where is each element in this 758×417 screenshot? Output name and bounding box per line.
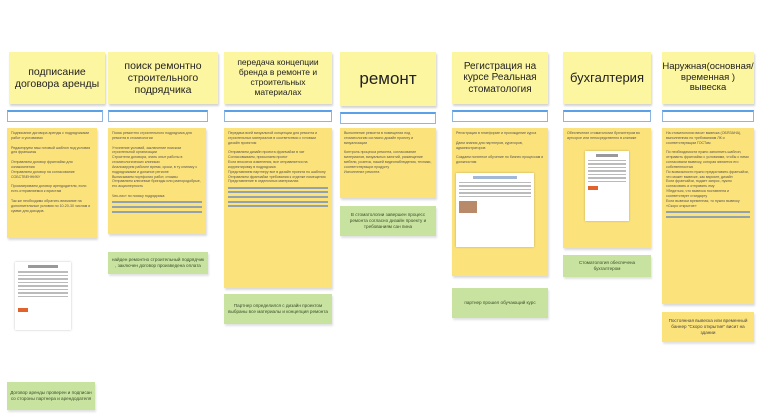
task-sticky[interactable] [224,128,332,288]
doc-line [588,177,626,179]
column-signage [660,0,758,417]
doc-line [18,271,68,273]
result-sticky[interactable] [7,382,95,410]
column-brand-concept [222,0,328,417]
doc-line [588,174,626,176]
column-title: Наружная(основная/временная ) вывеска [662,60,754,94]
column-title: подписание договора аренды [14,65,100,90]
task-text: Обеспечение стоматологии бухгалтером во аутсорсе или непосредственно в клинике [567,131,640,140]
task-text: Передача всей визуальной концепции для ремонта и строительных материалов в соответствии с готовым дизайн проектом Отправляем дизайн проекта франчайзи в чат Согласовываем, присылаем проект Если вносятся изменения, все отправляется на корректировку в подрядчика Представляем партнеру все в дизайн проекта по шаблону Отправляем франчайзи требования к отделке помещения Представление в отделочных материалах [228,131,326,184]
doc-line [18,296,68,298]
doc-line [18,275,68,277]
link-line[interactable] [666,216,750,218]
link-line[interactable] [666,211,750,213]
column-course [452,0,550,417]
column-card[interactable] [340,112,436,124]
result-text: Партнер определился с дизайн проектом выбраны все материалы и концепция ремонта [228,303,328,314]
task-text: Регистрация в платформе и прохождение курса Даем знания для партнеров, кураторов, администраторов Создаем понятное обучение по бизнес процессам и должностям [456,131,544,165]
task-sticky[interactable] [662,128,754,304]
column-title-sticky[interactable] [563,52,651,104]
doc-line [588,163,626,165]
link-line[interactable] [228,196,328,198]
result-text: Постоянная вывеска или временный баннер "Скоро открытие" висит на здании [668,318,748,335]
column-title: поиск ремонтно строительного подрядчика [124,59,202,97]
link-line[interactable] [228,187,328,189]
link-line[interactable] [228,201,328,203]
result-text: партнер прошел обучающий курс [464,300,536,306]
result-sticky[interactable] [340,206,436,236]
result-text: найден ремонтно строительный подрядчик , заключен договор произведена оплата [111,257,205,268]
column-card[interactable] [7,110,103,122]
column-title-sticky[interactable] [340,52,436,106]
result-sticky[interactable] [108,252,208,274]
brand-logo-icon [18,308,28,312]
doc-line [18,278,68,280]
task-text: Подписание договора аренды с подрядчиками работ и условиями Редактируем наш готовый шаблон под условия для франшизы Отправляем договор франчайзи для ознакомления Отправляем договор на согласование СОБСТВЕННИКУ Просматриваем договор арендодателя, если есть отправляемся к юристам Так же необходимо обратить внимание на дополнительные условия по 10-20-30 числам и сумме для доходов. [11,131,91,213]
column-accounting [563,0,661,417]
doc-line [459,192,531,194]
doc-line [459,185,531,187]
doc-line [459,196,531,198]
column-lease [5,0,103,417]
doc-line [18,282,68,284]
link-line[interactable] [228,191,328,193]
column-renovation [338,0,436,417]
result-text: В стоматологии завершен процесс ремонта согласно дизайн проекту и требованиям сан пина [349,212,427,229]
doc-line [588,170,626,172]
column-contractor [105,0,203,417]
column-title-sticky[interactable] [452,52,548,104]
doc-line [18,292,68,294]
document-thumbnail[interactable] [585,151,629,221]
task-sticky[interactable] [7,128,97,238]
column-title: передача концепции бренда в ремонте и строительных материалах [237,57,319,97]
column-title-sticky[interactable] [662,52,754,104]
link-line[interactable] [228,205,328,207]
doc-line [18,285,68,287]
result-text: Договор аренды проверен и подписан со стороны партнера и арендодателя [10,390,92,401]
result-text: Стоматология обеспечена бухгалтером [578,260,636,271]
doc-line [588,181,626,183]
result-sticky[interactable] [452,288,548,318]
doc-heading [473,176,516,179]
doc-line [588,160,626,162]
doc-line [459,189,531,191]
task-sticky[interactable] [108,128,206,234]
column-title-sticky[interactable] [224,52,332,104]
task-text: Поиск ремонтно строительного подрядчика для ремонта в стоматологии Уточнение условий, заключение поиском строительной организации Строители договора, знать опыт работы в стоматологических клиниках Анализируем рабочее время, сроки, в ту клинику с подрядчиками и должное регионе Выписываем портфолио работ, отзывы Отправляем ключевые бригады или разнородобрые, его акционерность Чек-лист по поиску подрядчика: [112,131,201,198]
task-text: На стоматологии висит вывеска (ОБЯЗАНА), выполненная по требованиям ЛК и соответствующим ГОСТам По необходимости нужно заполнить шаблон, отправить франчайзи с условиями, чтобы с ними согласовали вывеску, которая является его собственностью По возможности нужно предоставить франчайзи, что может вывеске, как вариант, дизайн Если франчайзи, подает запрос, нужно согласовать и отправить ему Убедиться, что вывеска поставлена и соответствует стандарту Если вывески временная, то нужно вывеску «Скоро открытие» [666,131,749,208]
column-card[interactable] [662,110,754,122]
doc-line [459,182,531,184]
column-card[interactable] [224,110,332,122]
result-sticky[interactable] [224,294,332,324]
task-text: Выполнение ремонта в помещении под стоматологию согласно дизайн проекту и визуализации Контроль процесса ремонта, согласование материалов, визуальных занятий, размещение мебели, розеток, нашей видеонаблюдения, техники, соответствующих продукту Исполнение ремонта [344,131,432,174]
task-sticky[interactable] [563,128,651,248]
link-line[interactable] [112,201,202,203]
link-line[interactable] [112,206,202,208]
column-title: Регистрация на курсе Реальная стоматология [463,60,537,95]
column-title-sticky[interactable] [108,52,218,104]
column-card[interactable] [108,110,208,122]
document-thumbnail[interactable] [15,262,71,330]
brand-logo-icon [588,186,598,190]
task-sticky[interactable] [452,128,548,276]
doc-line [588,167,626,169]
link-line[interactable] [112,211,202,213]
doc-heading [596,154,619,157]
result-sticky[interactable] [662,312,754,342]
column-title: бухгалтерия [569,69,644,85]
column-title: ремонт [359,69,417,89]
screenshot-thumbnail[interactable] [456,173,534,247]
doc-line [18,289,68,291]
column-card[interactable] [452,110,548,122]
task-sticky[interactable] [340,128,436,198]
doc-heading [28,265,58,268]
result-sticky[interactable] [563,255,651,277]
column-card[interactable] [563,110,651,122]
column-title-sticky[interactable] [9,52,105,104]
preview-image [459,201,477,213]
